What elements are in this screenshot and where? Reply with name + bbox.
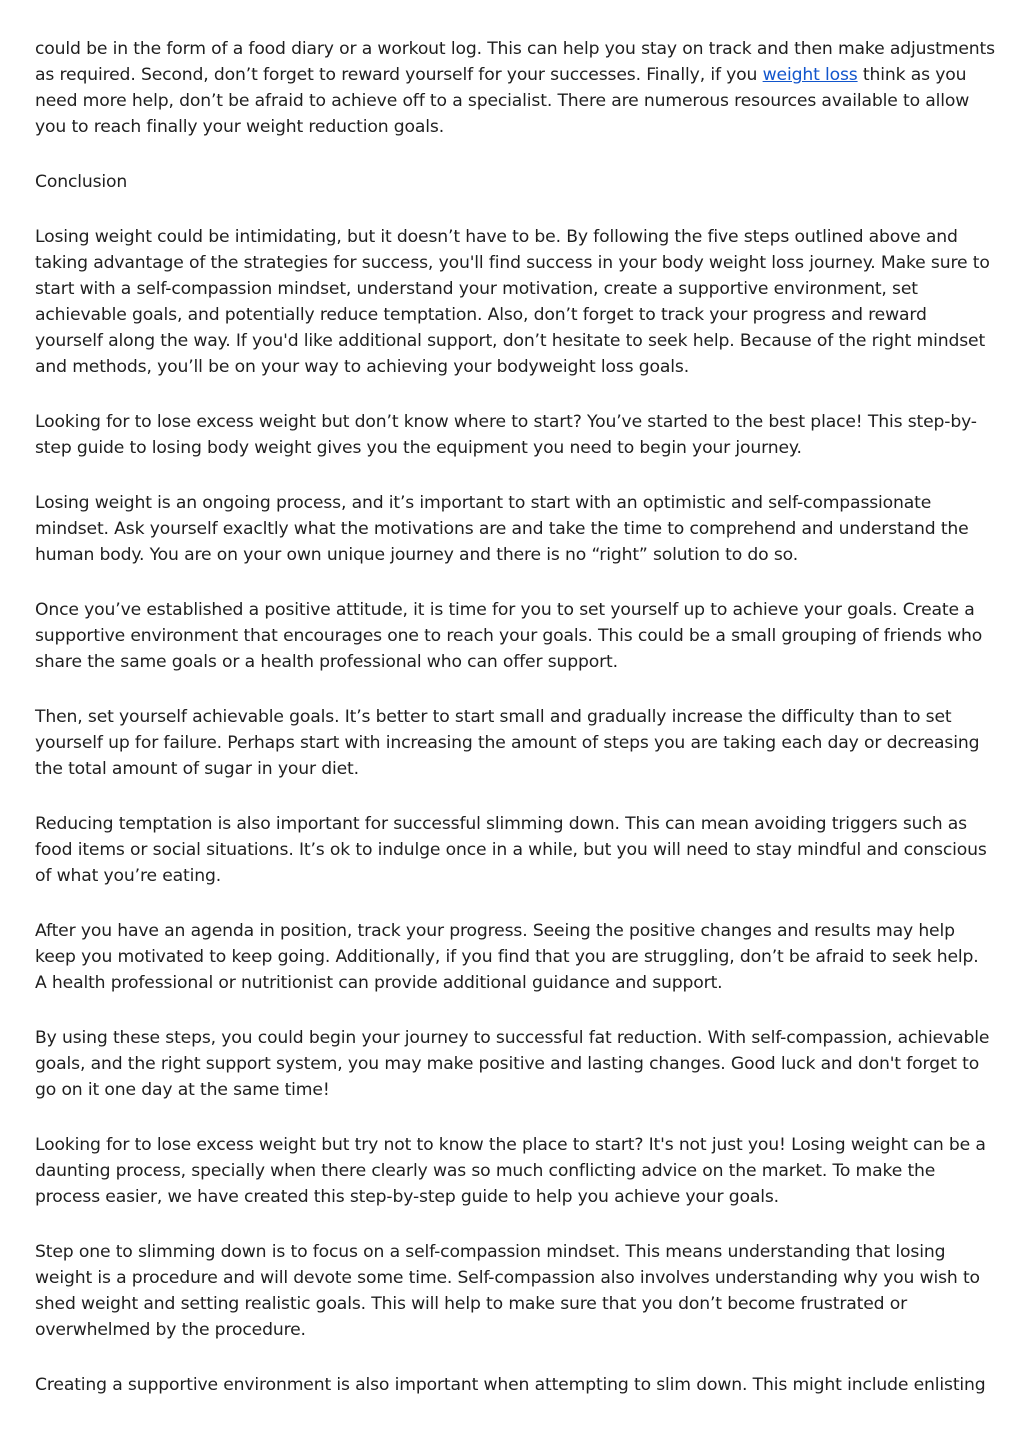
conclusion-heading: Conclusion (35, 172, 128, 192)
intro-text-after-link: think as you need more help, don’t be afraid to achieve off to a specialist. There are numerous resources available to allow you to reach finally your weight reduction goals. (35, 65, 970, 137)
weight-loss-link[interactable]: weight loss (762, 65, 858, 85)
paragraph-positive-attitude: Once you’ve established a positive attitude, it is time for you to set yourself up to achieve your goals. Create a supportive environment that encourages one to reach your goals. This could be a small grouping of friends who share the same goals or a health professional who can offer support. (35, 600, 983, 672)
paragraph-looking-to-lose: Looking for to lose excess weight but don’t know where to start? You’ve started to the best place! This step-by-step guide to losing body weight gives you the equipment you need to begin your journey. (35, 412, 977, 458)
intro-text-before-link: could be in the form of a food diary or a workout log. This can help you stay on track and then make adjustments as required. Second, don’t forget to reward yourself for your successes. Finally, if you (35, 39, 995, 85)
paragraph-using-these-steps: By using these steps, you could begin your journey to successful fat reduction. With self-compassion, achievable goals, and the right support system, you may make positive and lasting changes. Good luck and don't forget to go on it one day at the same time! (35, 1028, 990, 1100)
intro-paragraph (35, 36, 995, 140)
paragraph-step-one: Step one to slimming down is to focus on a self-compassion mindset. This means understanding that losing weight is a procedure and will devote some time. Self-compassion also involves understanding why you wish to shed weight and setting realistic goals. This will help to make sure that you don’t become frustrated or overwhelmed by the procedure. (35, 1242, 980, 1340)
paragraph-track-progress: After you have an agenda in position, track your progress. Seeing the positive changes and results may help keep you motivated to keep going. Additionally, if you find that you are struggling, don’t be afraid to seek help. A health professional or nutritionist can provide additional guidance and support. (35, 921, 979, 993)
document-body (35, 36, 995, 1427)
paragraph-reducing-temptation: Reducing temptation is also important for successful slimming down. This can mean avoiding triggers such as food items or social situations. It’s ok to indulge once in a while, but you will need to stay mindful and conscious of what you’re eating. (35, 814, 987, 886)
paragraph-conclusion-summary: Losing weight could be intimidating, but it doesn’t have to be. By following the five steps outlined above and taking advantage of the strategies for success, you'll find success in your body weight loss journey. Make sure to start with a self-compassion mindset, understand your motivation, create a supportive environment, set achievable goals, and potentially reduce temptation. Also, don’t forget to track your progress and reward yourself along the way. If you'd like additional support, don’t hesitate to seek help. Because of the right mindset and methods, you’ll be on your way to achieving your bodyweight loss goals. (35, 227, 990, 377)
paragraph-ongoing-process: Losing weight is an ongoing process, and it’s important to start with an optimistic and self-compassionate mindset. Ask yourself exacltly what the motivations are and take the time to comprehend and understand the human body. You are on your own unique journey and there is no “right” solution to do so. (35, 493, 969, 565)
paragraph-achievable-goals: Then, set yourself achievable goals. It’s better to start small and gradually increase the difficulty than to set yourself up for failure. Perhaps start with increasing the amount of steps you are taking each day or decreasing the total amount of sugar in your diet. (35, 707, 980, 779)
paragraph-not-just-you: Looking for to lose excess weight but try not to know the place to start? It's not just you! Losing weight can be a daunting process, specially when there clearly was so much conflicting advice on the market. To make the process easier, we have created this step-by-step guide to help you achieve your goals. (35, 1135, 986, 1207)
paragraph-supportive-environment: Creating a supportive environment is also important when attempting to slim down. This might include enlisting (35, 1375, 986, 1395)
